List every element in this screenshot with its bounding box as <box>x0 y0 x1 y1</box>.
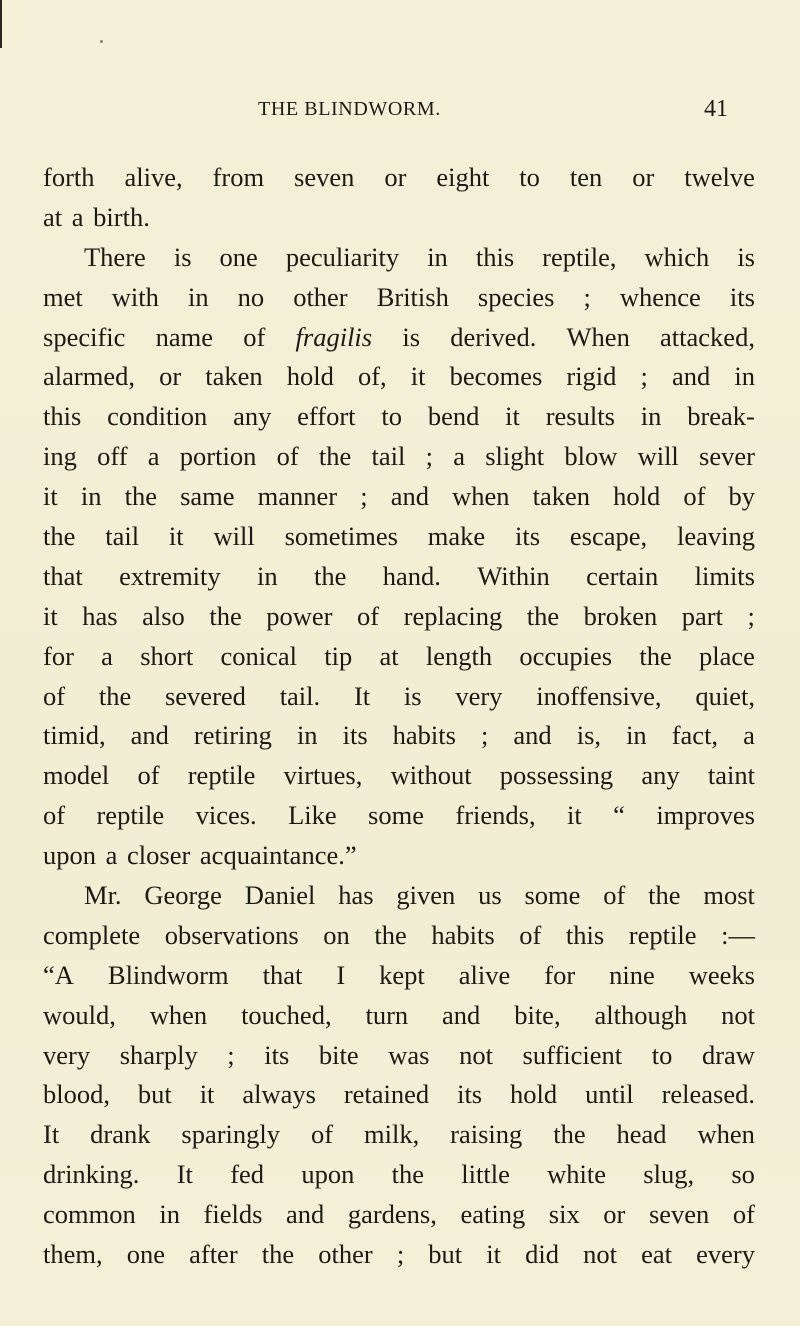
word: peculiarity <box>285 241 400 272</box>
word: very <box>43 1039 91 1070</box>
word: the <box>318 441 352 472</box>
word: the <box>374 919 407 950</box>
word: the <box>98 680 132 711</box>
word: “A <box>43 959 74 990</box>
word: possessing <box>499 760 614 791</box>
word: this <box>475 241 515 272</box>
word: upon <box>301 1159 355 1190</box>
word: break- <box>687 401 755 432</box>
word: one <box>219 241 258 272</box>
text-line <box>43 318 755 358</box>
word: It <box>176 1159 193 1190</box>
text-line <box>43 517 755 557</box>
word: one <box>126 1239 165 1270</box>
text-line <box>43 1195 755 1235</box>
word: this <box>43 401 82 432</box>
word: conical <box>220 640 297 671</box>
word: in <box>257 560 278 591</box>
word: is <box>737 241 755 272</box>
word: hold <box>510 1079 558 1110</box>
word: that <box>262 959 303 990</box>
word: in <box>734 361 755 392</box>
text-line <box>43 477 755 517</box>
word: effort <box>297 401 356 432</box>
text-line <box>43 756 755 796</box>
text-line <box>43 1115 755 1155</box>
text-line <box>43 597 755 637</box>
word: reptile <box>96 800 165 831</box>
word: it <box>505 401 520 432</box>
word: seven <box>294 162 355 192</box>
word: eight <box>436 162 490 192</box>
word: but <box>137 1079 172 1110</box>
word: manner <box>257 481 338 512</box>
word: of <box>43 800 66 831</box>
word: on <box>323 919 350 950</box>
word: closer <box>127 840 191 871</box>
text-line <box>43 437 755 477</box>
word: fragilis <box>295 321 373 352</box>
word: a <box>453 441 465 472</box>
word: friends, <box>455 800 536 831</box>
word: of, <box>357 361 387 392</box>
word: a <box>105 840 118 871</box>
text-line <box>43 1155 755 1195</box>
paragraph-start-line <box>43 238 755 278</box>
word: Daniel <box>244 880 316 911</box>
word: power <box>266 600 333 631</box>
word: very <box>455 680 503 711</box>
word: retained <box>343 1079 430 1110</box>
word: tail <box>105 521 140 552</box>
word: not <box>459 1039 493 1070</box>
word: ; <box>227 1039 235 1070</box>
word: at <box>379 640 399 671</box>
word: and <box>672 361 711 392</box>
word: Within <box>477 560 550 591</box>
word: ; <box>425 441 433 472</box>
word: the <box>124 481 157 512</box>
word: part <box>681 600 723 631</box>
text-line <box>43 557 755 597</box>
word: same <box>180 481 235 512</box>
word: is <box>173 241 192 272</box>
word: of <box>519 919 542 950</box>
word: it <box>168 521 184 552</box>
word: some <box>524 880 581 911</box>
word: to <box>519 162 540 192</box>
word: has <box>82 600 118 631</box>
word: or <box>603 1199 626 1230</box>
word: other <box>293 281 348 312</box>
word: a <box>71 201 84 232</box>
word: for <box>43 640 74 671</box>
word: the <box>209 600 242 631</box>
word: ten <box>569 162 603 192</box>
word: inoffensive, <box>536 680 662 711</box>
text-line <box>43 158 755 198</box>
word: drinking. <box>43 1159 140 1190</box>
word: draw <box>701 1039 755 1070</box>
word: us <box>478 880 502 911</box>
word: bend <box>427 401 480 432</box>
word: for <box>544 959 576 990</box>
word: the <box>648 880 681 911</box>
word: from <box>212 162 265 192</box>
word: ; <box>640 361 648 392</box>
word: the <box>553 1119 586 1150</box>
text-line <box>43 1235 755 1275</box>
word: with <box>111 281 159 312</box>
word: released. <box>661 1079 755 1110</box>
word: not <box>721 999 755 1030</box>
word: which <box>644 241 710 272</box>
text-line <box>43 996 755 1036</box>
running-title: THE BLINDWORM. <box>258 98 441 120</box>
word: it <box>43 600 58 631</box>
word: it <box>567 800 582 831</box>
word: fed <box>230 1159 265 1190</box>
text-line <box>43 397 755 437</box>
word: British <box>376 281 449 312</box>
word: its <box>729 281 755 312</box>
word: always <box>242 1079 316 1110</box>
word: the <box>391 1159 424 1190</box>
word: off <box>97 441 128 472</box>
word: occupies <box>519 640 613 671</box>
word: extremity <box>119 560 221 591</box>
word: bite <box>318 1039 359 1070</box>
word: it <box>43 481 58 512</box>
word: any <box>641 760 680 791</box>
word: is <box>403 680 422 711</box>
word: common <box>43 1199 136 1230</box>
word: quiet, <box>695 680 755 711</box>
word: after <box>189 1239 238 1270</box>
word: kept <box>379 959 425 990</box>
word: complete <box>43 919 141 950</box>
word: to <box>651 1039 673 1070</box>
word: so <box>731 1159 755 1190</box>
word: it <box>199 1079 215 1110</box>
word: eating <box>460 1199 526 1230</box>
word: the <box>43 521 76 552</box>
word: timid, <box>43 720 106 751</box>
word: when <box>697 1119 755 1150</box>
word: a <box>147 441 160 472</box>
word: ; <box>583 281 591 312</box>
text-line <box>43 956 755 996</box>
word: and <box>513 720 552 751</box>
word: any <box>233 401 272 432</box>
word: did <box>525 1239 559 1270</box>
word: would, <box>43 999 116 1030</box>
word: at <box>43 201 63 232</box>
word: in <box>427 241 448 272</box>
word: replacing <box>403 600 503 631</box>
word: met <box>43 281 83 312</box>
word: short <box>140 640 194 671</box>
word: in <box>626 720 647 751</box>
word: of <box>43 680 66 711</box>
word: length <box>425 640 493 671</box>
word: whence <box>619 281 701 312</box>
word: little <box>461 1159 510 1190</box>
word: specific <box>43 321 126 352</box>
word: habits <box>392 720 456 751</box>
word: to <box>381 401 402 432</box>
word: but <box>428 1239 463 1270</box>
word: alive <box>458 959 511 990</box>
word: or <box>632 162 655 192</box>
word: broken <box>583 600 658 631</box>
word: every <box>696 1239 755 1270</box>
word: George <box>144 880 222 911</box>
word: and <box>390 481 429 512</box>
word: acquaintance.” <box>199 840 357 871</box>
word: in <box>80 481 102 512</box>
word: fields <box>203 1199 263 1230</box>
body-text <box>43 158 755 1275</box>
word: habits <box>431 919 495 950</box>
word: When <box>566 321 630 352</box>
word: the <box>526 600 560 631</box>
word: when <box>149 999 208 1030</box>
word: and <box>130 720 169 751</box>
word: ing <box>43 441 77 472</box>
text-line <box>43 637 755 677</box>
word: forth <box>43 162 95 192</box>
word: alive, <box>124 162 183 192</box>
word: milk, <box>363 1119 420 1150</box>
word: in <box>187 281 209 312</box>
text-line <box>43 836 755 876</box>
word: no <box>237 281 265 312</box>
word: of <box>276 441 299 472</box>
word: Like <box>288 800 337 831</box>
word: sparingly <box>181 1119 281 1150</box>
word: has <box>338 880 374 911</box>
paragraph-start-line <box>43 876 755 916</box>
word: that <box>43 560 83 591</box>
word: taken <box>532 481 590 512</box>
word: slight <box>485 441 545 472</box>
word: or <box>159 361 182 392</box>
word: bite, <box>514 999 561 1030</box>
word: the <box>261 1239 295 1270</box>
word: although <box>594 999 688 1030</box>
word: will <box>637 441 679 472</box>
word: in <box>159 1199 180 1230</box>
word: it <box>410 361 426 392</box>
word: turn <box>365 999 409 1030</box>
word: ; <box>747 600 755 631</box>
word: certain <box>586 560 659 591</box>
word: of <box>310 1119 334 1150</box>
word: sever <box>699 441 755 472</box>
word: leaving <box>677 521 755 552</box>
word: sufficient <box>522 1039 623 1070</box>
word: virtues, <box>283 760 363 791</box>
text-line <box>43 796 755 836</box>
word: this <box>565 919 605 950</box>
word: other <box>318 1239 373 1270</box>
word: blood, <box>43 1079 110 1110</box>
page-edge-shadow <box>0 0 2 48</box>
word: six <box>548 1199 580 1230</box>
word: in <box>640 401 662 432</box>
word: not <box>583 1239 617 1270</box>
word: will <box>213 521 255 552</box>
word: a <box>743 720 755 751</box>
word: Mr. <box>84 880 122 911</box>
word: reptile, <box>542 241 617 272</box>
word: of <box>603 880 626 911</box>
word: its <box>457 1079 483 1110</box>
word: its <box>264 1039 290 1070</box>
word: tip <box>324 640 353 671</box>
word: rigid <box>566 361 617 392</box>
word: vices. <box>195 800 257 831</box>
word: was <box>388 1039 430 1070</box>
word: It <box>43 1119 60 1150</box>
word: upon <box>43 840 96 871</box>
text-line <box>43 916 755 956</box>
word: a <box>101 640 113 671</box>
word: hold <box>286 361 334 392</box>
word: is, <box>576 720 602 751</box>
word: or <box>384 162 407 192</box>
word: ; <box>396 1239 405 1270</box>
word: twelve <box>684 162 755 192</box>
text-line <box>43 716 755 756</box>
page-number: 41 <box>704 96 728 122</box>
word: taint <box>707 760 755 791</box>
word: weeks <box>688 959 755 990</box>
word: of <box>732 1199 755 1230</box>
word: seven <box>648 1199 710 1230</box>
word: observations <box>164 919 299 950</box>
word: its <box>342 720 368 751</box>
word: portion <box>179 441 257 472</box>
word: I <box>336 959 346 990</box>
word: until <box>585 1079 634 1110</box>
word: of <box>137 760 160 791</box>
word: alarmed, <box>43 361 135 392</box>
word: attacked, <box>660 321 755 352</box>
word: :— <box>721 919 755 950</box>
word: taken <box>205 361 263 392</box>
word: It <box>353 680 371 711</box>
word: species <box>477 281 555 312</box>
word: model <box>43 760 110 791</box>
word: eat <box>641 1239 672 1270</box>
word: also <box>142 600 185 631</box>
word: hold <box>613 481 661 512</box>
word: reptile <box>628 919 697 950</box>
text-line <box>43 1075 755 1115</box>
word: condition <box>107 401 208 432</box>
word: fact, <box>671 720 719 751</box>
word: most <box>703 880 755 911</box>
word: limits <box>694 560 755 591</box>
word: the <box>639 640 672 671</box>
word: Blindworm <box>107 959 229 990</box>
word: some <box>368 800 424 831</box>
word: derived. <box>450 321 537 352</box>
word: tail <box>371 441 406 472</box>
word: nine <box>609 959 655 990</box>
word: white <box>547 1159 606 1190</box>
word: results <box>545 401 615 432</box>
word: drank <box>90 1119 151 1150</box>
word: make <box>427 521 486 552</box>
word: gardens, <box>347 1199 437 1230</box>
word: “ <box>613 800 625 831</box>
word: is <box>402 321 421 352</box>
word: by <box>728 481 755 512</box>
word: of <box>357 600 380 631</box>
word: and <box>285 1199 325 1230</box>
text-line <box>43 1036 755 1076</box>
word: and <box>442 999 481 1030</box>
word: of <box>683 481 706 512</box>
word: improves <box>656 800 755 831</box>
speck <box>100 40 103 43</box>
word: name <box>155 321 214 352</box>
text-line <box>43 278 755 318</box>
word: its <box>515 521 541 552</box>
word: ; <box>481 720 489 751</box>
text-line <box>43 677 755 717</box>
word: raising <box>450 1119 523 1150</box>
word: without <box>390 760 472 791</box>
word: tail. <box>279 680 321 711</box>
word: hand. <box>382 560 441 591</box>
word: retiring <box>193 720 272 751</box>
word: in <box>296 720 318 751</box>
word: becomes <box>449 361 543 392</box>
word: escape, <box>569 521 648 552</box>
word: ; <box>360 481 368 512</box>
word: of <box>243 321 266 352</box>
word: touched, <box>241 999 332 1030</box>
word: it <box>486 1239 502 1270</box>
word: severed <box>164 680 246 711</box>
word: when <box>452 481 510 512</box>
text-line <box>43 198 755 238</box>
word: slug, <box>643 1159 695 1190</box>
text-line <box>43 357 755 397</box>
word: There <box>84 241 146 272</box>
word: reptile <box>187 760 256 791</box>
word: place <box>699 640 755 671</box>
word: sharply <box>119 1039 198 1070</box>
word: head <box>616 1119 667 1150</box>
word: blow <box>564 441 618 472</box>
word: the <box>314 560 347 591</box>
word: given <box>396 880 456 911</box>
word: birth. <box>93 201 150 232</box>
word: them, <box>43 1239 103 1270</box>
word: sometimes <box>284 521 398 552</box>
